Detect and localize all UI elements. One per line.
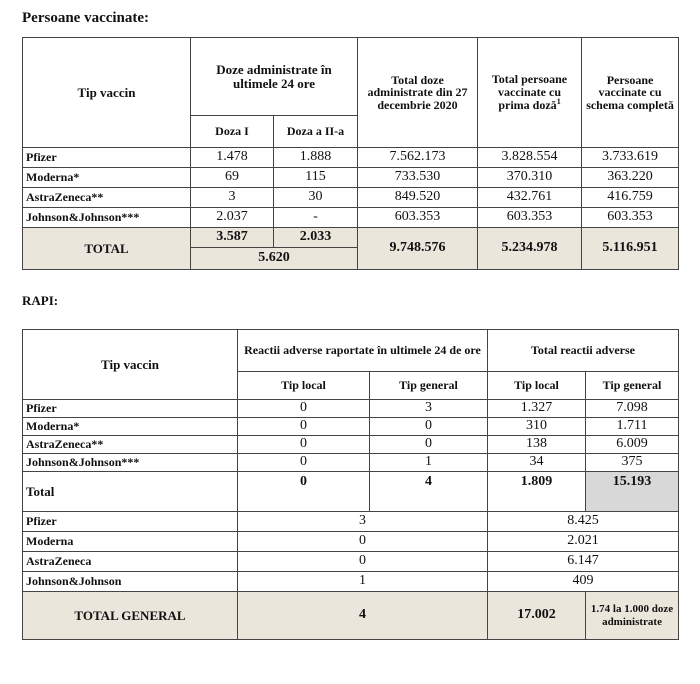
cell-local-24h: 0	[238, 418, 370, 436]
cell-total-doze: 849.520	[358, 188, 478, 208]
total-doze-24h-combined: 5.620	[191, 248, 358, 270]
cell-general-24h: 3	[370, 400, 488, 418]
summary-24h: 1	[238, 572, 488, 592]
cell-doza2: 115	[274, 168, 358, 188]
cell-doza1: 2.037	[191, 208, 274, 228]
cell-prima-doza: 370.310	[478, 168, 582, 188]
summary-total: 409	[488, 572, 679, 592]
cell-general-24h: 0	[370, 436, 488, 454]
cell-doza1: 69	[191, 168, 274, 188]
header-doza-2: Doza a II-a	[274, 116, 358, 148]
cell-local-total: 138	[488, 436, 586, 454]
header-tip-local-24h: Tip local	[238, 372, 370, 400]
table-row	[23, 418, 679, 436]
rapi-total-general-24h: 4	[370, 472, 488, 512]
grand-total-24h: 4	[238, 592, 488, 640]
cell-schema: 3.733.619	[582, 148, 679, 168]
total-doza1: 3.587	[191, 228, 274, 248]
cell-doza2: 1.888	[274, 148, 358, 168]
summary-total: 8.425	[488, 512, 679, 532]
summary-24h: 3	[238, 512, 488, 532]
cell-total-doze: 733.530	[358, 168, 478, 188]
cell-prima-doza: 432.761	[478, 188, 582, 208]
summary-vaccine-name: Johnson&Johnson	[23, 572, 238, 592]
table-row	[23, 148, 679, 168]
cell-doza2: -	[274, 208, 358, 228]
header-tip-local-total: Tip local	[488, 372, 586, 400]
total-doza2: 2.033	[274, 228, 358, 248]
cell-general-total: 7.098	[586, 400, 679, 418]
cell-prima-doza: 3.828.554	[478, 148, 582, 168]
grand-total-rate: 1.74 la 1.000 doze administrate	[586, 592, 679, 640]
summary-row	[23, 572, 679, 592]
header-tip-vaccin: Tip vaccin	[23, 38, 191, 148]
cell-local-24h: 0	[238, 436, 370, 454]
section1-title: Persoane vaccinate:	[22, 10, 150, 26]
row-vaccine-name: Moderna*	[23, 168, 191, 188]
table-row	[23, 436, 679, 454]
header-schema-completa: Persoane vaccinate cu schema completă	[582, 38, 679, 148]
rapi-total-local: 1.809	[488, 472, 586, 512]
summary-row	[23, 512, 679, 532]
header-total-prima-doza	[478, 38, 582, 148]
total-schema: 5.116.951	[582, 228, 679, 270]
header-total-reactii: Total reactii adverse	[488, 330, 679, 372]
table-row	[23, 208, 679, 228]
adverse-reactions-table	[22, 329, 679, 640]
summary-row	[23, 532, 679, 552]
footnote-marker: 1	[556, 97, 561, 107]
row-vaccine-name: Johnson&Johnson***	[23, 454, 238, 472]
cell-general-24h: 0	[370, 418, 488, 436]
rapi-total-row	[23, 472, 679, 512]
header-doza-1: Doza I	[191, 116, 274, 148]
row-vaccine-name: Johnson&Johnson***	[23, 208, 191, 228]
cell-schema: 603.353	[582, 208, 679, 228]
rapi-total-general: 15.193	[586, 472, 679, 512]
row-vaccine-name: AstraZeneca**	[23, 188, 191, 208]
table-row	[23, 400, 679, 418]
summary-vaccine-name: AstraZeneca	[23, 552, 238, 572]
cell-general-total: 6.009	[586, 436, 679, 454]
header-tip-general-total: Tip general	[586, 372, 679, 400]
summary-total: 6.147	[488, 552, 679, 572]
header-total-doze: Total doze administrate din 27 decembrie 2020	[358, 38, 478, 148]
section2-title: RAPI:	[22, 293, 59, 308]
total-row	[23, 228, 679, 248]
cell-local-24h: 0	[238, 454, 370, 472]
summary-24h: 0	[238, 552, 488, 572]
summary-row	[23, 552, 679, 572]
row-vaccine-name: Pfizer	[23, 148, 191, 168]
total-doze: 9.748.576	[358, 228, 478, 270]
header-tip-vaccin-rapi: Tip vaccin	[23, 330, 238, 400]
cell-local-total: 34	[488, 454, 586, 472]
summary-total: 2.021	[488, 532, 679, 552]
summary-vaccine-name: Pfizer	[23, 512, 238, 532]
grand-total-value: 17.002	[488, 592, 586, 640]
cell-total-doze: 7.562.173	[358, 148, 478, 168]
summary-vaccine-name: Moderna	[23, 532, 238, 552]
cell-doza2: 30	[274, 188, 358, 208]
cell-local-24h: 0	[238, 400, 370, 418]
grand-total-label: TOTAL GENERAL	[23, 592, 238, 640]
cell-doza1: 3	[191, 188, 274, 208]
row-vaccine-name: Moderna*	[23, 418, 238, 436]
cell-general-total: 375	[586, 454, 679, 472]
cell-doza1: 1.478	[191, 148, 274, 168]
header-tip-general-24h: Tip general	[370, 372, 488, 400]
vaccinated-table	[22, 37, 679, 270]
header-total-prima-text: Total persoane vaccinate cu prima doză	[491, 72, 568, 113]
header-reactii-24h: Reactii adverse raportate în ultimele 24 de ore	[238, 330, 488, 372]
rapi-total-label: Total	[23, 472, 238, 512]
table-row	[23, 188, 679, 208]
cell-schema: 363.220	[582, 168, 679, 188]
cell-prima-doza: 603.353	[478, 208, 582, 228]
rapi-total-local-24h: 0	[238, 472, 370, 512]
table-row	[23, 454, 679, 472]
row-vaccine-name: AstraZeneca**	[23, 436, 238, 454]
header-doze-24h: Doze administrate în ultimele 24 ore	[191, 38, 358, 116]
grand-total-row	[23, 592, 679, 640]
cell-total-doze: 603.353	[358, 208, 478, 228]
cell-local-total: 1.327	[488, 400, 586, 418]
cell-schema: 416.759	[582, 188, 679, 208]
table-row	[23, 168, 679, 188]
total-label: TOTAL	[23, 228, 191, 270]
cell-local-total: 310	[488, 418, 586, 436]
cell-general-total: 1.711	[586, 418, 679, 436]
summary-24h: 0	[238, 532, 488, 552]
total-prima-doza: 5.234.978	[478, 228, 582, 270]
cell-general-24h: 1	[370, 454, 488, 472]
row-vaccine-name: Pfizer	[23, 400, 238, 418]
